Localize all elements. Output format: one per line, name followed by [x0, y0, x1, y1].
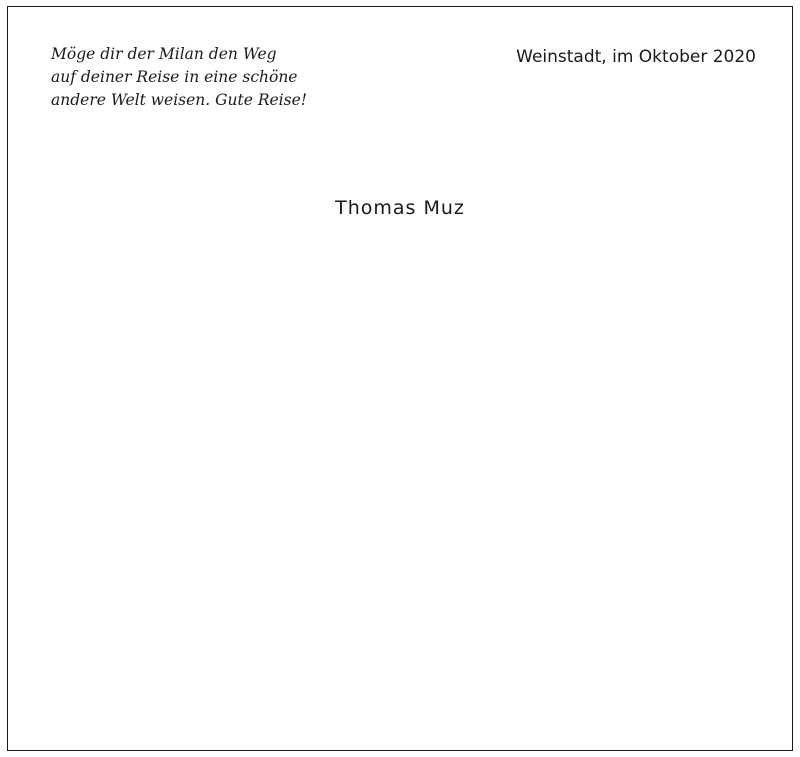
family-member [8, 486, 792, 514]
donation-line [8, 705, 792, 727]
gratitude-line [8, 532, 792, 560]
funeral-line [8, 634, 792, 662]
obituary-notice [7, 6, 793, 751]
funeral-line [8, 606, 792, 634]
motto-verse [51, 43, 351, 112]
family-member [8, 430, 792, 458]
donation-line [8, 683, 792, 705]
motto-line: andere Welt weisen. Gute Reise! [51, 91, 307, 109]
donation-info [8, 683, 792, 727]
family-member [8, 458, 792, 486]
motto-line: Möge dir der Milan den Weg [51, 45, 277, 63]
deceased-name: Thomas Muz [335, 197, 465, 219]
gratitude-line [8, 560, 792, 588]
place-date: Weinstadt, im Oktober 2020 [516, 47, 756, 67]
gratitude-text [8, 532, 792, 588]
family-list [8, 430, 792, 514]
motto-line: auf deiner Reise in eine schöne [51, 68, 298, 86]
funeral-info [8, 606, 792, 662]
